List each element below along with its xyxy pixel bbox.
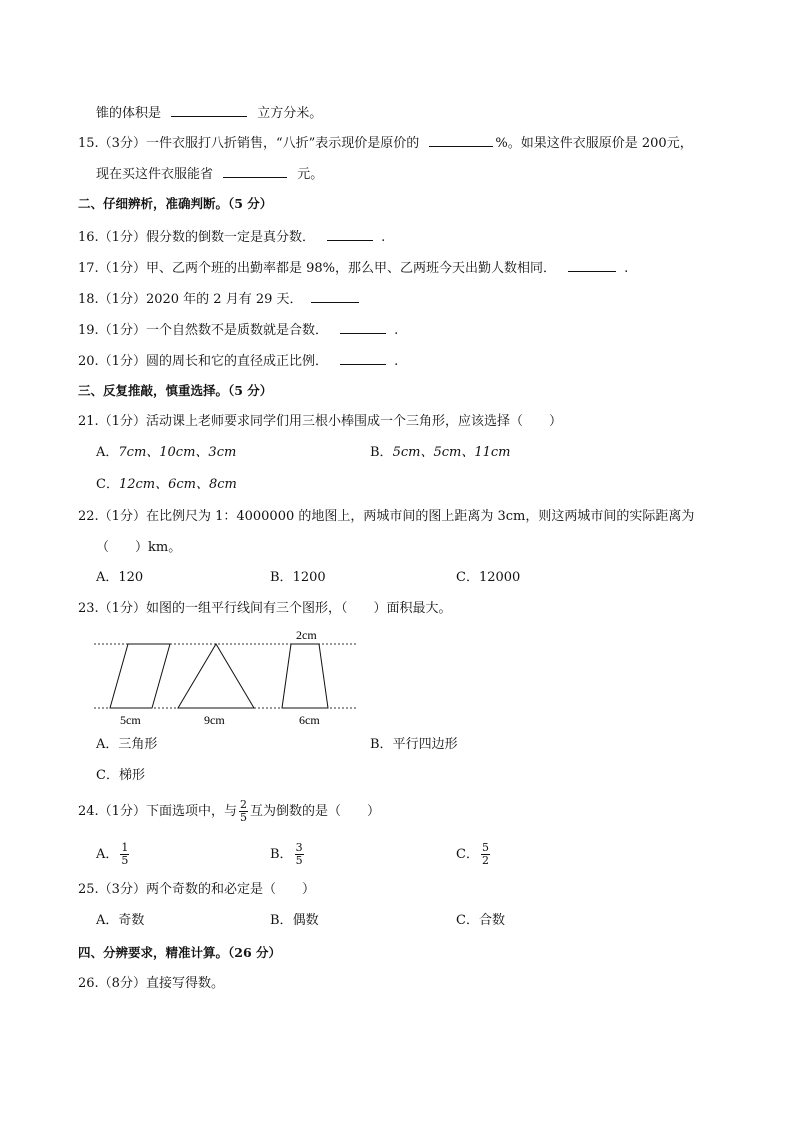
q15-line2 [96,164,323,184]
q25-option-b[interactable] [270,912,319,930]
denominator: 2 [481,854,489,867]
q22-option-a[interactable] [96,569,143,587]
option-value: 平行四边形 [392,737,458,752]
q21-option-a[interactable] [96,444,236,462]
q25-stem: 25.（3分）两个奇数的和必定是（ ） [78,882,315,897]
label-c: 6cm [299,713,320,727]
numerator: 5 [481,841,489,854]
q15-text-c: 现在买这件衣服能省 [96,167,214,182]
q20-text: 20.（1分）圆的周长和它的直径成正比例． [78,354,328,369]
option-label: C． [456,570,479,585]
q23-stem: 23.（1分）如图的一组平行线间有三个图形，（ ）面积最大。 [78,601,452,616]
section-2-heading: 二、仔细辨析，准确判断。（5 分） [78,196,273,211]
parallelogram-shape [110,644,170,708]
q20-end: . [394,354,399,369]
label-a: 5cm [120,713,141,727]
answer-blank[interactable] [327,227,373,241]
answer-blank[interactable] [311,289,359,303]
option-value: 1200 [292,570,326,585]
q19-text: 19.（1分）一个自然数不是质数就是合数． [78,323,328,338]
option-value: 三角形 [118,737,158,752]
q22-option-b[interactable] [270,569,326,587]
section-4-heading: 四、分辨要求，精准计算。（26 分） [78,945,281,960]
option-value: 奇数 [118,913,145,928]
q17-text: 17.（1分）甲、乙两个班的出勤率都是 98%，那么甲、乙两班今天出勤人数相同． [78,261,556,276]
option-label: B． [270,570,293,585]
option-value: 120 [118,570,144,585]
q23-option-c[interactable] [96,767,145,785]
option-label: A． [96,570,119,585]
option-value: 12000 [478,570,521,585]
option-label: B． [370,737,393,752]
q17 [78,258,628,278]
q20 [78,351,398,371]
q23-option-b[interactable] [370,736,458,754]
denominator: 5 [121,854,129,867]
answer-blank[interactable] [340,320,386,334]
option-value: 7cm、10cm、3cm [118,445,237,460]
q16-end: . [381,230,386,245]
q16 [78,227,385,247]
option-label: A． [96,847,119,862]
option-value: 12cm、6cm、8cm [118,477,237,492]
q24-option-a[interactable] [96,838,131,872]
label-b: 9cm [204,713,225,727]
numerator: 3 [295,841,303,854]
fraction [295,842,304,867]
option-label: C． [456,847,479,862]
q24-stem [78,795,380,829]
answer-blank[interactable] [171,103,247,117]
q22-option-c[interactable] [456,569,520,587]
fraction [239,799,248,824]
fraction [481,842,490,867]
fraction [120,842,129,867]
section-3-heading: 三、反复推敲，慎重选择。（5 分） [78,383,273,398]
q18 [78,289,359,309]
denominator: 5 [295,854,303,867]
q21-option-b[interactable] [370,444,510,462]
q18-text: 18.（1分）2020 年的 2 月有 29 天． [78,292,303,307]
q19 [78,320,398,340]
q17-end: . [624,261,629,276]
option-value: 合数 [478,913,505,928]
option-label: B． [270,847,293,862]
option-label: C． [456,913,479,928]
q23-option-a[interactable] [96,736,157,754]
triangle-shape [178,644,254,708]
option-label: A． [96,737,119,752]
option-label: A． [96,913,119,928]
q15-line1 [78,133,693,153]
q25-option-c[interactable] [456,912,505,930]
q22-stem-2: （ ）km。 [96,540,182,555]
q14-tail-unit: 立方分米。 [257,106,323,121]
option-value: 5cm、5cm、11cm [392,445,511,460]
q24-option-b[interactable] [270,838,306,872]
option-value: 偶数 [292,913,319,928]
answer-blank[interactable] [568,258,616,272]
q26-stem: 26.（8分）直接写得数。 [78,976,224,991]
q15-text-a: 15.（3分）一件衣服打八折销售，“八折”表示现价是原价的 [78,136,420,151]
denominator: 5 [239,811,247,824]
q14-tail-text: 锥的体积是 [96,106,162,121]
numerator: 1 [121,841,129,854]
answer-blank[interactable] [429,133,493,147]
option-label: A． [96,445,119,460]
q15-text-b: %。如果这件衣服原价是 200元， [495,136,693,151]
option-label: C． [96,477,119,492]
option-value: 梯形 [118,768,145,783]
option-label: B． [370,445,393,460]
option-label: C． [96,768,119,783]
numerator: 2 [239,798,247,811]
q19-end: . [394,323,399,338]
q15-text-d: 元。 [297,167,324,182]
q21-stem: 21.（1分）活动课上老师要求同学们用三根小棒围成一个三角形，应该选择（ ） [78,414,562,429]
q24-option-c[interactable] [456,838,492,872]
option-label: B． [270,913,293,928]
q16-text: 16.（1分）假分数的倒数一定是真分数． [78,230,315,245]
q24-text-b: 互为倒数的是（ ） [249,804,380,819]
label-top: 2cm [296,628,317,642]
q25-option-a[interactable] [96,912,144,930]
answer-blank[interactable] [340,351,386,365]
trapezoid-shape [282,644,328,708]
q21-option-c[interactable] [96,476,237,494]
q24-text-a: 24.（1分）下面选项中，与 [78,804,237,819]
q22-stem: 22.（1分）在比例尺为 1：4000000 的地图上，两城市间的图上距离为 3cm，则这两城市间的实际距离为 [78,509,695,524]
parallel-lines-figure [90,624,360,730]
q14-tail-line [96,103,322,123]
answer-blank[interactable] [223,164,287,178]
